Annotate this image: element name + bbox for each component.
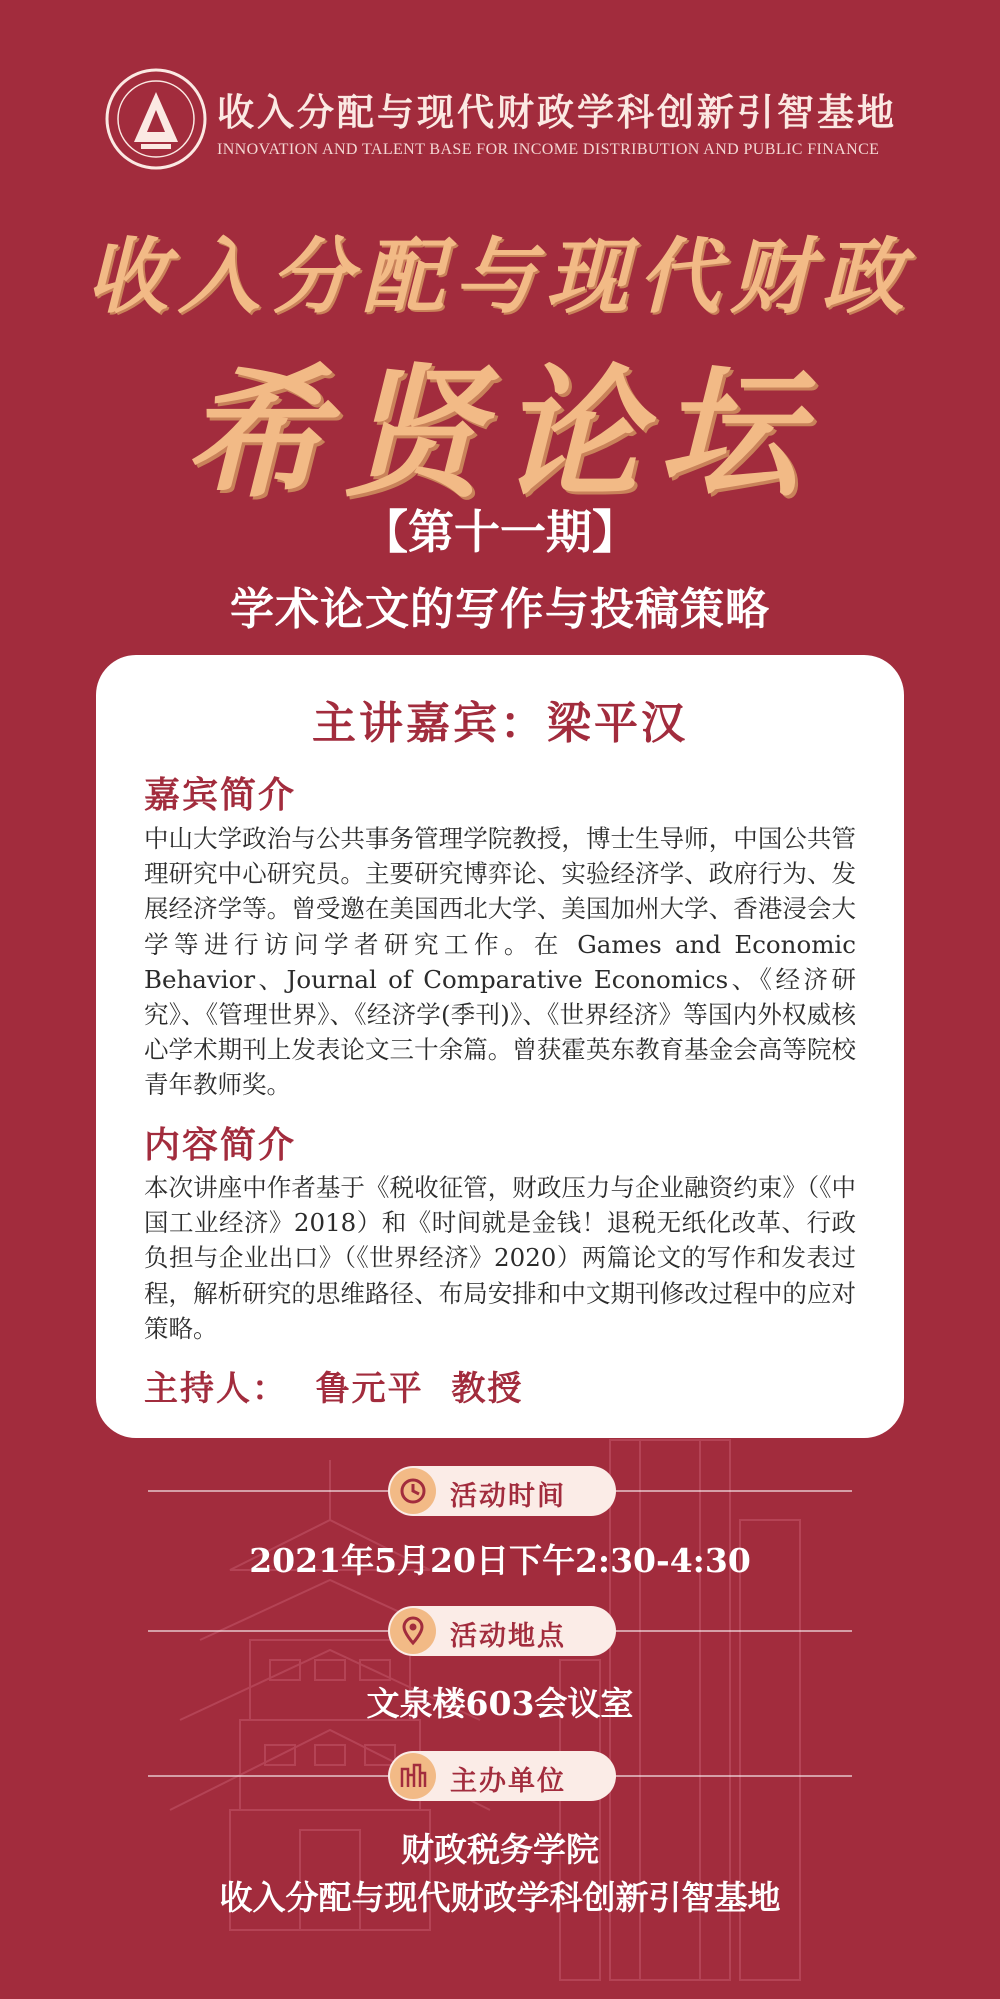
place-label-pill [388,1606,616,1656]
content-text: 本次讲座中作者基于《税收征管，财政压力与企业融资约束》（《中国工业经济》2018）和《时间就是金钱！退税无纸化改革、行政负担与企业出口》（《世界经济》2020）两篇论文的写作和发表过程，解析研究的思维路径、布局安排和中文期刊修改过程中的应对策略。 [144,1173,856,1343]
bio-title: 嘉宾简介 [144,775,297,816]
issue-number: 【第十一期】 [362,505,638,559]
speaker-heading: 主讲嘉宾：梁平汉 [312,698,688,749]
lecture-topic: 学术论文的写作与投稿策略 [230,584,770,635]
forum-title-line1: 收入分配与现代财政 [86,229,914,325]
organizer-line1: 财政税务学院 [401,1830,599,1869]
host-line: 主持人： 鲁元平 教授 [144,1369,524,1409]
content-title: 内容简介 [144,1125,297,1166]
organizer-label: 主办单位 [450,1766,566,1797]
lecture-info-card [96,655,904,1438]
location-pin-icon [390,1608,436,1654]
organization-name-cn: 收入分配与现代财政学科创新引智基地 [217,90,897,134]
bio-text: 中山大学政治与公共事务管理学院教授，博士生导师，中国公共管理研究中心研究员。主要研究博弈论、实验经济学、政府行为、发展经济学等。曾受邀在美国西北大学、美国加州大学、香港浸会大学等进行访问学者研究工作。在 Games and Economic Behavior、Journal of Comparative Economics、《经济研究》、《管理世界》、《经济学(季刊)》、《世界经济》等国内外权威核心学术期刊上发表论文三十余篇。曾获霍英东教育基金会高等院校青年教师奖。 [144,824,856,1100]
forum-title-line2: 希贤论坛 [184,351,816,517]
time-value: 2021年5月20日下午2:30-4:30 [249,1541,751,1580]
building-icon [390,1753,436,1799]
time-label: 活动时间 [450,1481,566,1512]
clock-icon [390,1468,436,1514]
place-value: 文泉楼603会议室 [366,1684,634,1723]
organizer-label-pill [388,1751,616,1801]
university-seal-icon [105,68,207,170]
time-label-pill [388,1466,616,1516]
organization-name-en: INNOVATION AND TALENT BASE FOR INCOME DISTRIBUTION AND PUBLIC FINANCE [217,141,880,158]
organizer-line2: 收入分配与现代财政学科创新引智基地 [219,1878,781,1917]
place-label: 活动地点 [450,1621,566,1652]
header [105,68,905,178]
